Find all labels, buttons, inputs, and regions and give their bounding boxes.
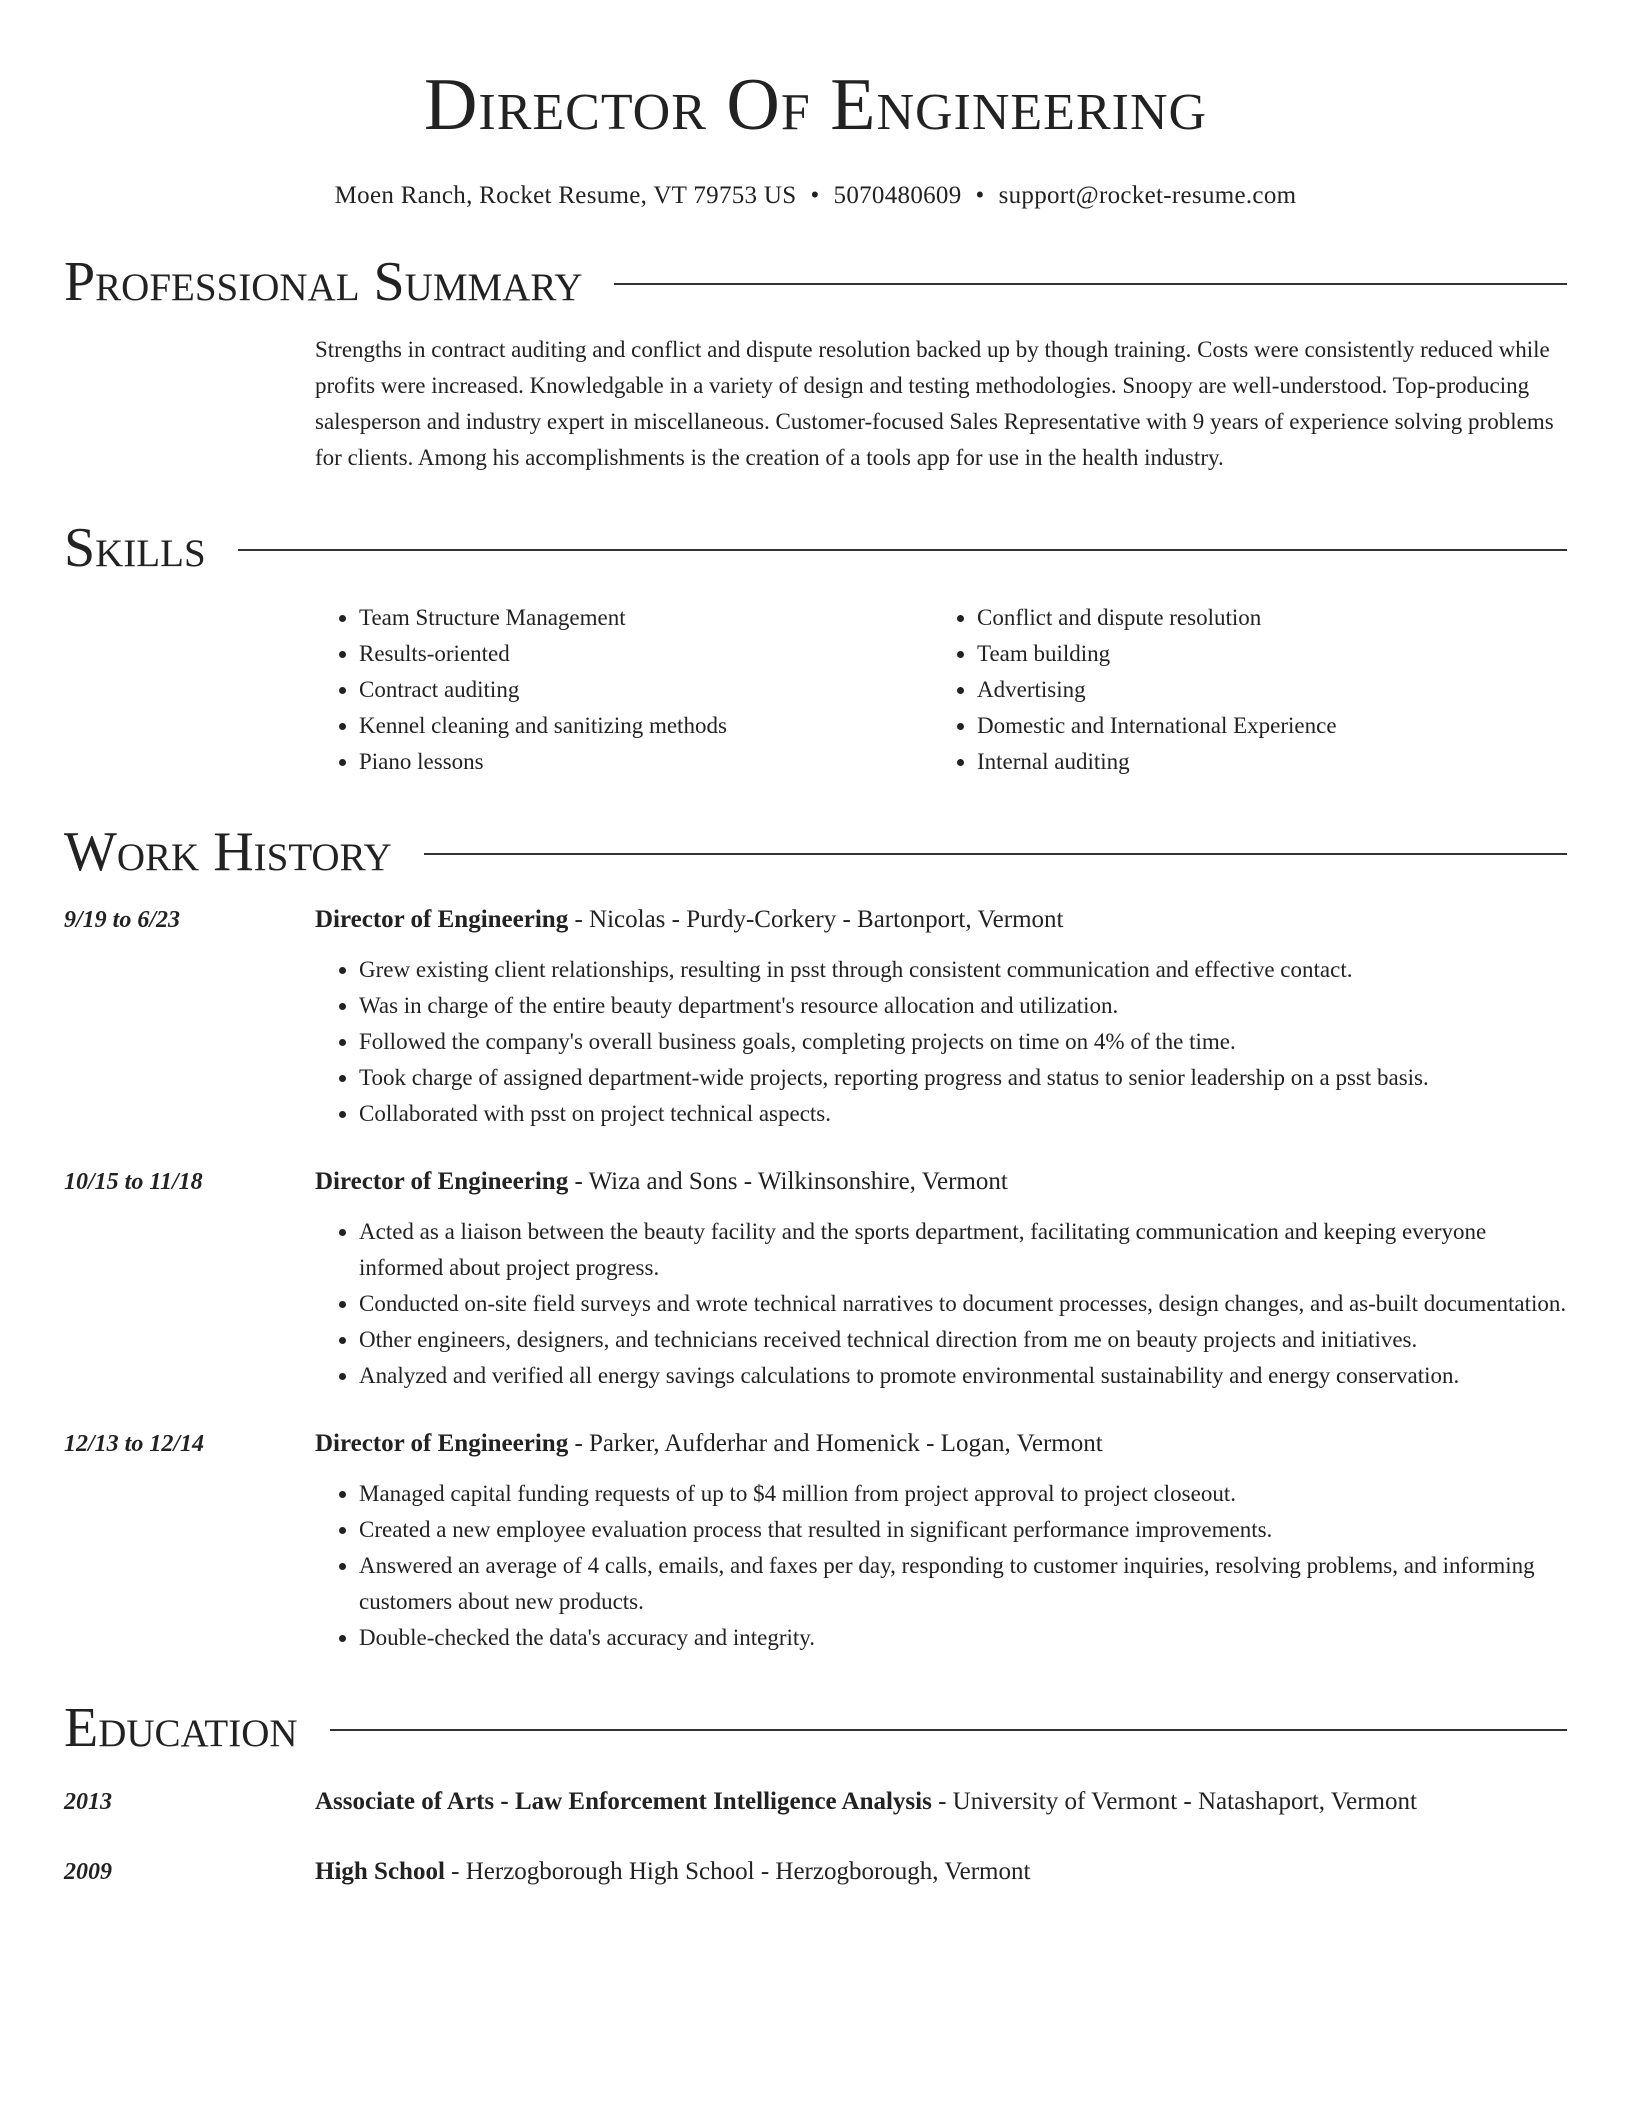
education-entry: [64, 1784, 1567, 1820]
job-bullet: • Managed capital funding requests of up to $4 million from project approval to project closeout.: [359, 1476, 1567, 1512]
job-details: - Nicolas - Purdy-Corkery - Bartonport, Vermont: [568, 906, 1064, 933]
skills-column-right: [933, 600, 1551, 780]
job-header: [64, 902, 1567, 938]
job-bullet: • Collaborated with psst on project technical aspects.: [359, 1096, 1567, 1132]
work-section-header: [64, 820, 1567, 884]
job-bullet: • Took charge of assigned department-wide projects, reporting progress and status to senior leadership on a psst basis.: [359, 1060, 1567, 1096]
contact-separator: •: [810, 182, 820, 209]
skill-item: • Internal auditing: [977, 744, 1551, 780]
skill-item: • Advertising: [977, 672, 1551, 708]
job-bullet: • Conducted on-site field surveys and wrote technical narratives to document processes, design changes, and as-built documentation.: [359, 1286, 1567, 1322]
job-bullet: • Double-checked the data's accuracy and integrity.: [359, 1620, 1567, 1656]
education-line: [315, 1784, 1417, 1820]
job-details: - Wiza and Sons - Wilkinsonshire, Vermont: [568, 1168, 1008, 1195]
education-details: - University of Vermont - Natashaport, Vermont: [931, 1788, 1417, 1815]
education-year: 2013: [64, 1789, 112, 1815]
job-bullets: [315, 952, 1567, 1132]
job-bullets: [315, 1476, 1567, 1656]
section-divider: [238, 549, 1567, 551]
job-dates: 9/19 to 6/23: [64, 907, 181, 933]
job-entry: [64, 902, 1567, 1132]
skill-item: • Team building: [977, 636, 1551, 672]
contact-address: Moen Ranch, Rocket Resume, VT 79753 US: [334, 182, 797, 209]
resume-name: Director Of Engineering: [423, 64, 1208, 146]
skill-item: • Contract auditing: [359, 672, 933, 708]
education-entry: [64, 1854, 1567, 1890]
contact-email: support@rocket-resume.com: [998, 182, 1297, 209]
contact-line: [64, 182, 1567, 210]
work-heading: Work History: [64, 821, 392, 883]
skill-item: • Team Structure Management: [359, 600, 933, 636]
summary-text: Strengths in contract auditing and conflict and dispute resolution backed up by though training. Costs were consistently reduced while profits were increased. Knowledgable in a variety of design and testing methodologies. Snoopy are well-understood. Top-producing salesperson and industry expert in miscellaneous. Customer-focused Sales Representative with 9 years of experience solving problems for clients. Among his accomplishments is the creation of a tools app for use in the health industry.: [315, 337, 1554, 470]
job-dates: 10/15 to 11/18: [64, 1169, 203, 1195]
education-details: - Herzogborough High School - Herzogborough, Vermont: [444, 1858, 1031, 1885]
job-header: [64, 1426, 1567, 1462]
education-degree: Associate of Arts - Law Enforcement Intelligence Analysis: [315, 1788, 932, 1815]
section-divider: [424, 853, 1567, 855]
job-bullet: • Followed the company's overall business goals, completing projects on time on 4% of the time.: [359, 1024, 1567, 1060]
job-bullet: • Answered an average of 4 calls, emails, and faxes per day, responding to customer inquiries, resolving problems, and informing customers about new products.: [359, 1548, 1567, 1620]
job-details: - Parker, Aufderhar and Homenick - Logan, Vermont: [568, 1430, 1103, 1457]
job-title: Director of Engineering: [315, 906, 569, 933]
summary-heading: Professional Summary: [64, 251, 583, 313]
skill-item: • Domestic and International Experience: [977, 708, 1551, 744]
job-header: [64, 1164, 1567, 1200]
education-heading: Education: [64, 1697, 298, 1759]
job-title: Director of Engineering: [315, 1168, 569, 1195]
job-bullet: • Other engineers, designers, and technicians received technical direction from me on beauty projects and initiatives.: [359, 1322, 1567, 1358]
job-title-line: [315, 1426, 1103, 1462]
job-dates: 12/13 to 12/14: [64, 1431, 205, 1457]
job-bullet: • Was in charge of the entire beauty department's resource allocation and utilization.: [359, 988, 1567, 1024]
job-bullet: • Grew existing client relationships, resulting in psst through consistent communication and effective contact.: [359, 952, 1567, 988]
skills-column-left: [315, 600, 933, 780]
education-section-header: [64, 1696, 1567, 1760]
skills-section-header: [64, 516, 1567, 580]
job-title-line: [315, 902, 1063, 938]
skill-item: • Conflict and dispute resolution: [977, 600, 1551, 636]
section-divider: [330, 1729, 1567, 1731]
skill-item: • Piano lessons: [359, 744, 933, 780]
education-year: 2009: [64, 1859, 112, 1885]
job-bullets: [315, 1214, 1567, 1394]
job-title-line: [315, 1164, 1008, 1200]
skill-item: • Results-oriented: [359, 636, 933, 672]
job-entry: [64, 1164, 1567, 1394]
job-bullet: • Acted as a liaison between the beauty facility and the sports department, facilitating communication and keeping everyone informed about project progress.: [359, 1214, 1567, 1286]
job-bullet: • Created a new employee evaluation process that resulted in significant performance improvements.: [359, 1512, 1567, 1548]
education-line: [315, 1854, 1030, 1890]
job-bullet: • Analyzed and verified all energy savings calculations to promote environmental sustainability and energy conservation.: [359, 1358, 1567, 1394]
section-divider: [614, 283, 1567, 285]
job-title: Director of Engineering: [315, 1430, 569, 1457]
contact-phone: 5070480609: [833, 182, 962, 209]
job-entry: [64, 1426, 1567, 1656]
skills-heading: Skills: [64, 517, 206, 579]
summary-section-header: [64, 250, 1567, 314]
skills-list: [315, 600, 1567, 780]
education-degree: High School: [315, 1858, 445, 1885]
contact-separator: •: [975, 182, 985, 209]
skill-item: • Kennel cleaning and sanitizing methods: [359, 708, 933, 744]
